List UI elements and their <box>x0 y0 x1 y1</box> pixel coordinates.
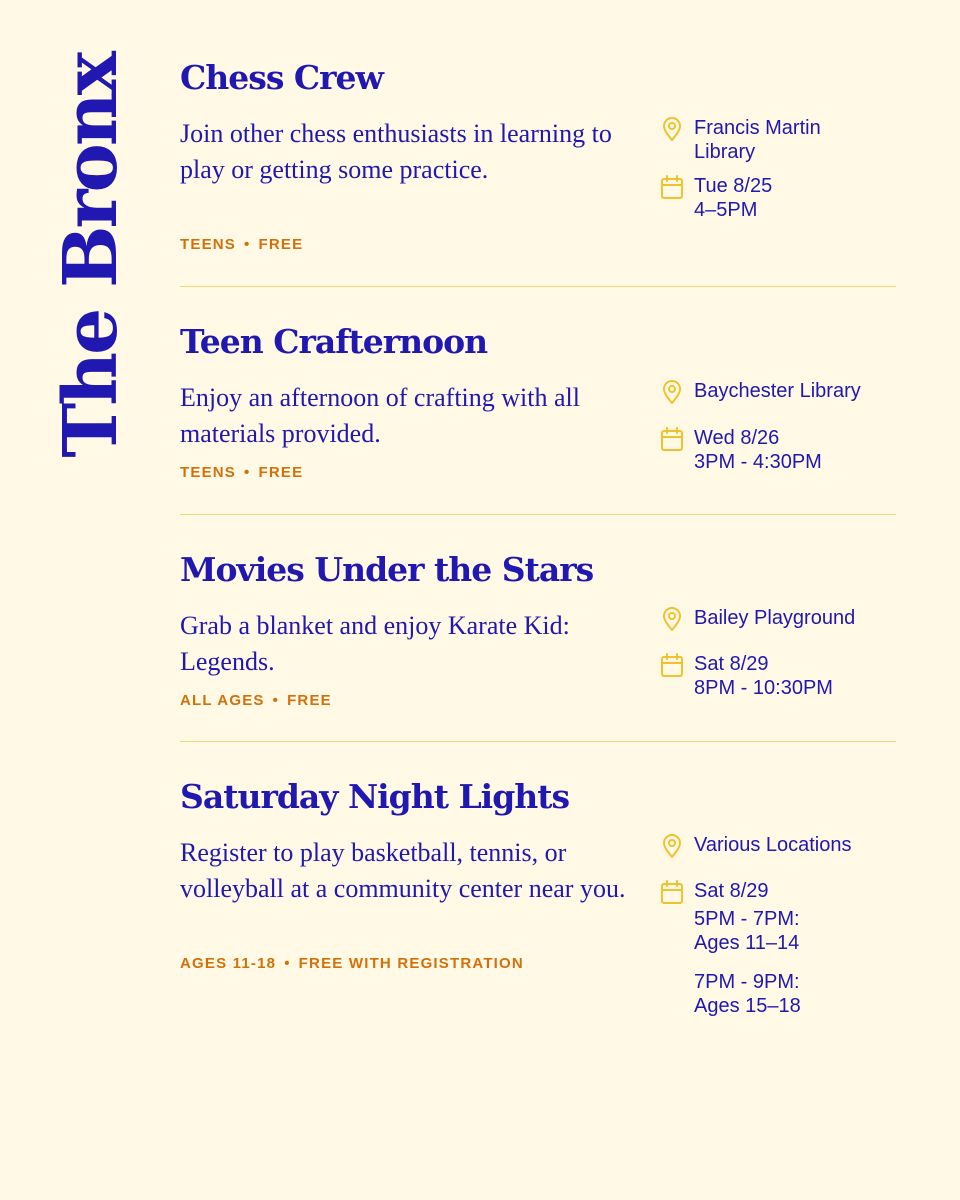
cost-tag: FREE <box>258 236 304 253</box>
event-date-label: Sat 8/29 <box>694 653 769 675</box>
event-date-label: Tue 8/25 <box>694 175 773 197</box>
location-line: Library <box>694 141 756 163</box>
location-text <box>694 379 894 403</box>
event-age-group: Ages 15–18 <box>694 995 801 1017</box>
cost-tag: FREE WITH REGISTRATION <box>298 955 524 972</box>
event-title: Movies Under the Stars <box>180 550 594 589</box>
event-title: Saturday Night Lights <box>180 777 570 816</box>
calendar-icon <box>660 426 684 452</box>
map-pin-icon <box>660 833 684 859</box>
audience-tag: TEENS <box>180 236 237 253</box>
event-divider <box>180 514 896 515</box>
event-card-movies-under-the-stars <box>180 550 896 730</box>
event-title: Teen Crafternoon <box>180 322 488 361</box>
event-time: 3PM - 4:30PM <box>694 451 822 473</box>
date-text <box>694 652 894 700</box>
borough-title <box>48 53 134 458</box>
audience-tag: TEENS <box>180 464 237 481</box>
tag-separator: • <box>272 692 280 709</box>
event-time: 7PM - 9PM: <box>694 971 800 993</box>
event-date-label: Sat 8/29 <box>694 880 769 902</box>
event-title: Chess Crew <box>180 58 383 97</box>
calendar-icon <box>660 652 684 678</box>
tag-separator: • <box>244 464 251 481</box>
location-text <box>694 606 894 630</box>
event-card-teen-crafternoon <box>180 322 896 502</box>
audience-tag: ALL AGES <box>180 692 265 709</box>
cost-tag: FREE <box>258 464 304 481</box>
location-line: Bailey Playground <box>694 607 856 629</box>
event-tags <box>180 955 524 972</box>
cost-tag: FREE <box>287 692 332 709</box>
tag-separator: • <box>284 955 291 972</box>
event-divider <box>180 286 896 287</box>
event-description: Grab a blanket and enjoy Karate Kid: Legends. <box>180 611 570 676</box>
event-tags <box>180 464 303 481</box>
event-description: Register to play basketball, tennis, or volleyball at a community center near you. <box>180 838 626 903</box>
calendar-icon <box>660 174 684 200</box>
calendar-icon <box>660 879 684 905</box>
map-pin-icon <box>660 606 684 632</box>
event-tags <box>180 236 303 253</box>
borough-title-text: The Bronx <box>48 53 134 458</box>
location-line: Francis Martin <box>694 117 821 139</box>
event-date-label: Wed 8/26 <box>694 427 780 449</box>
event-description: Join other chess enthusiasts in learning to play or getting some practice. <box>180 119 612 184</box>
audience-tag: AGES 11-18 <box>180 955 277 972</box>
map-pin-icon <box>660 379 684 405</box>
event-card-saturday-night-lights <box>180 777 896 1037</box>
location-line: Baychester Library <box>694 380 861 402</box>
location-text <box>694 833 894 857</box>
event-card-chess-crew <box>180 58 896 278</box>
map-pin-icon <box>660 116 684 142</box>
event-time: 4–5PM <box>694 199 758 221</box>
date-text <box>694 174 894 222</box>
date-text <box>694 879 894 1018</box>
event-tags <box>180 692 332 709</box>
event-time: 8PM - 10:30PM <box>694 677 833 699</box>
date-text <box>694 426 894 474</box>
event-description: Enjoy an afternoon of crafting with all materials provided. <box>180 383 580 448</box>
event-time: 5PM - 7PM: <box>694 908 800 930</box>
location-line: Various Locations <box>694 834 852 856</box>
event-divider <box>180 741 896 742</box>
tag-separator: • <box>244 236 251 253</box>
event-age-group: Ages 11–14 <box>694 932 800 954</box>
location-text <box>694 116 894 164</box>
